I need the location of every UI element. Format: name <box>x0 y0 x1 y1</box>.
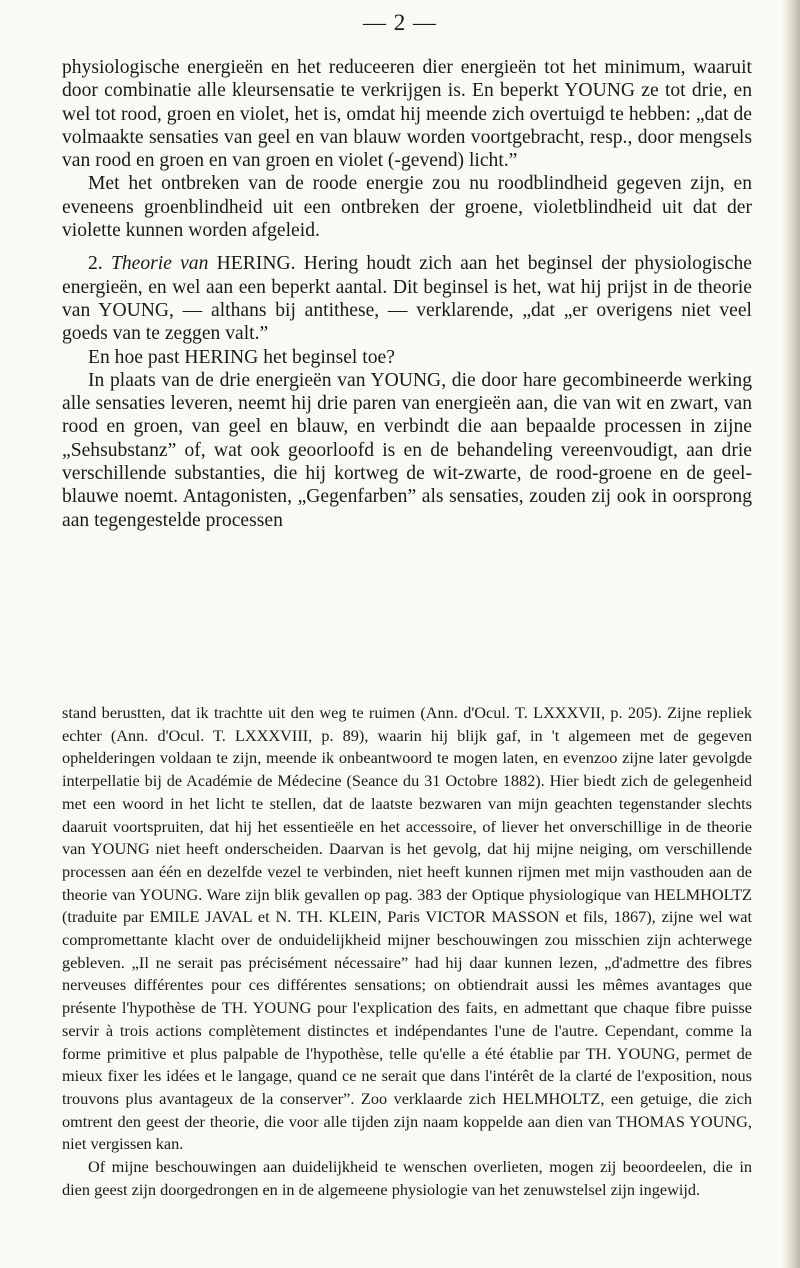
section-title-author: HERING. <box>216 253 296 275</box>
paragraph-2: Met het ontbreken van de roode energie zou nu roodblindheid gegeven zijn, en eveneens groenblindheid uit een ontbreken der groene, violetblindheid uit dat der violette kunnen worden afgeleid. <box>62 173 752 242</box>
paragraph-1: physiologische energieën en het reduceeren dier energieën tot het minimum, waaruit door combinatie alle kleursensatie te verkrijgen is. En beperkt YOUNG ze tot drie, en wel tot rood, groen en violet, het is, omdat hij meende zich overtuigd te hebben: „dat de volmaakte sensaties van geel en van blauw worden voortgebracht, resp., door mengsels van rood en groen en van groen en violet (-gevend) licht.” <box>62 57 752 172</box>
page-edge-shadow <box>782 0 800 1268</box>
footnote-paragraph-1: stand berustten, dat ik trachtte uit den weg te ruimen (Ann. d'Ocul. T. LXXXVII, p. 205). Zijne repliek echter (Ann. d'Ocul. T. LXXXVIII, p. 89), waarin hij blijk gaf, in 't algemeen met de gegeven ophelderingen voldaan te zijn, meende ik onbeantwoord te mogen laten, en evenzoo zijne later gevolgde interpellatie bij de Académie de Médecine (Seance du 31 Octobre 1882). Hier biedt zich de gelegenheid met een woord in het licht te stellen, dat de laatste bezwaren van mijn geachten tegenstander slechts daaruit voortspruiten, dat hij het essentieële en het accessoire, of liever het onverschillige in de theorie van YOUNG niet heeft onderscheiden. Daarvan is het gevolg, dat hij mijne neiging, om verschillende processen aan één en dezelfde vezel te verbinden, niet heeft kunnen rijmen met mijn vasthouden aan de theorie van YOUNG. Ware zijn blik gevallen op pag. 383 der Optique physiologique van HELMHOLTZ (traduite par EMILE JAVAL et N. TH. KLEIN, Paris VICTOR MASSON et fils, 1867), zijne wel wat compromettante klacht over de onduidelijkheid mijner beschouwingen zou misschien zijn achterwege gebleven. „Il ne serait pas précisément nécessaire” had hij daar kunnen lezen, „d'admettre des fibres nerveuses différentes pour ces différentes sensations; on obtiendrait aussi les mêmes avantages que présente l'hypothèse de TH. YOUNG pour l'explication des faits, en admettant que chaque fibre puisse servir à trois actions complètement distinctes et indépendantes l'une de l'autre. Cependant, comme la forme primitive et plus palpable de l'hypothèse, telle qu'elle a été établie par TH. YOUNG, permet de mieux fixer les idées et le langage, quand ce ne serait que dans l'intérêt de la clarté de l'exposition, nous trouvons plus avantageux de la conserver”. Zoo verklaarde zich HELMHOLTZ, een getuige, die zich omtrent den geest der theorie, die voor alle tijden zijn naam koppelde aan dien van THOMAS YOUNG, niet vergissen kan. <box>62 703 752 1154</box>
paragraph-4: En hoe past HERING het beginsel toe? <box>88 346 395 368</box>
section-number: 2. <box>88 253 103 275</box>
footnote-paragraph-2: Of mijne beschouwingen aan duidelijkheid te wenschen overlieten, mogen zij beoordeelen, die in dien geest zijn doorgedrongen en in de algemeene physiologie van het zenuwstelsel zijn ingewijd. <box>62 1157 752 1199</box>
page-number: — 2 — <box>363 10 437 35</box>
paragraph-5: In plaats van de drie energieën van YOUNG, die door hare gecombineerde werking alle sensaties leveren, neemt hij drie paren van energieën aan, die van wit en zwart, van rood en groen, van geel en blauw, en verbindt die aan bepaalde processen in zijne „Sehsubstanz” of, wat ook geoorloofd is en de behandeling vereenvoudigt, aan drie verschillende substanties, die hij kortweg de wit-zwarte, de rood-groene en de geel-blauwe noemt. Antagonisten, „Gegenfarben” als sensaties, zouden zij ook in oorsprong aan tegengestelde processen <box>62 369 752 531</box>
footnote <box>62 702 752 1201</box>
section-title: Theorie van <box>110 253 209 275</box>
section-text: Hering houdt zich aan het beginsel der physiologische energieën, en wel aan een beperkt aantal. Dit beginsel is het, wat hij prijst in de theorie van YOUNG, — althans bij antithese, — verklarende, „dat „er overigens niet veel goeds van te zeggen valt.” <box>62 253 753 345</box>
paragraph-3 <box>62 252 752 345</box>
main-text <box>62 56 752 532</box>
